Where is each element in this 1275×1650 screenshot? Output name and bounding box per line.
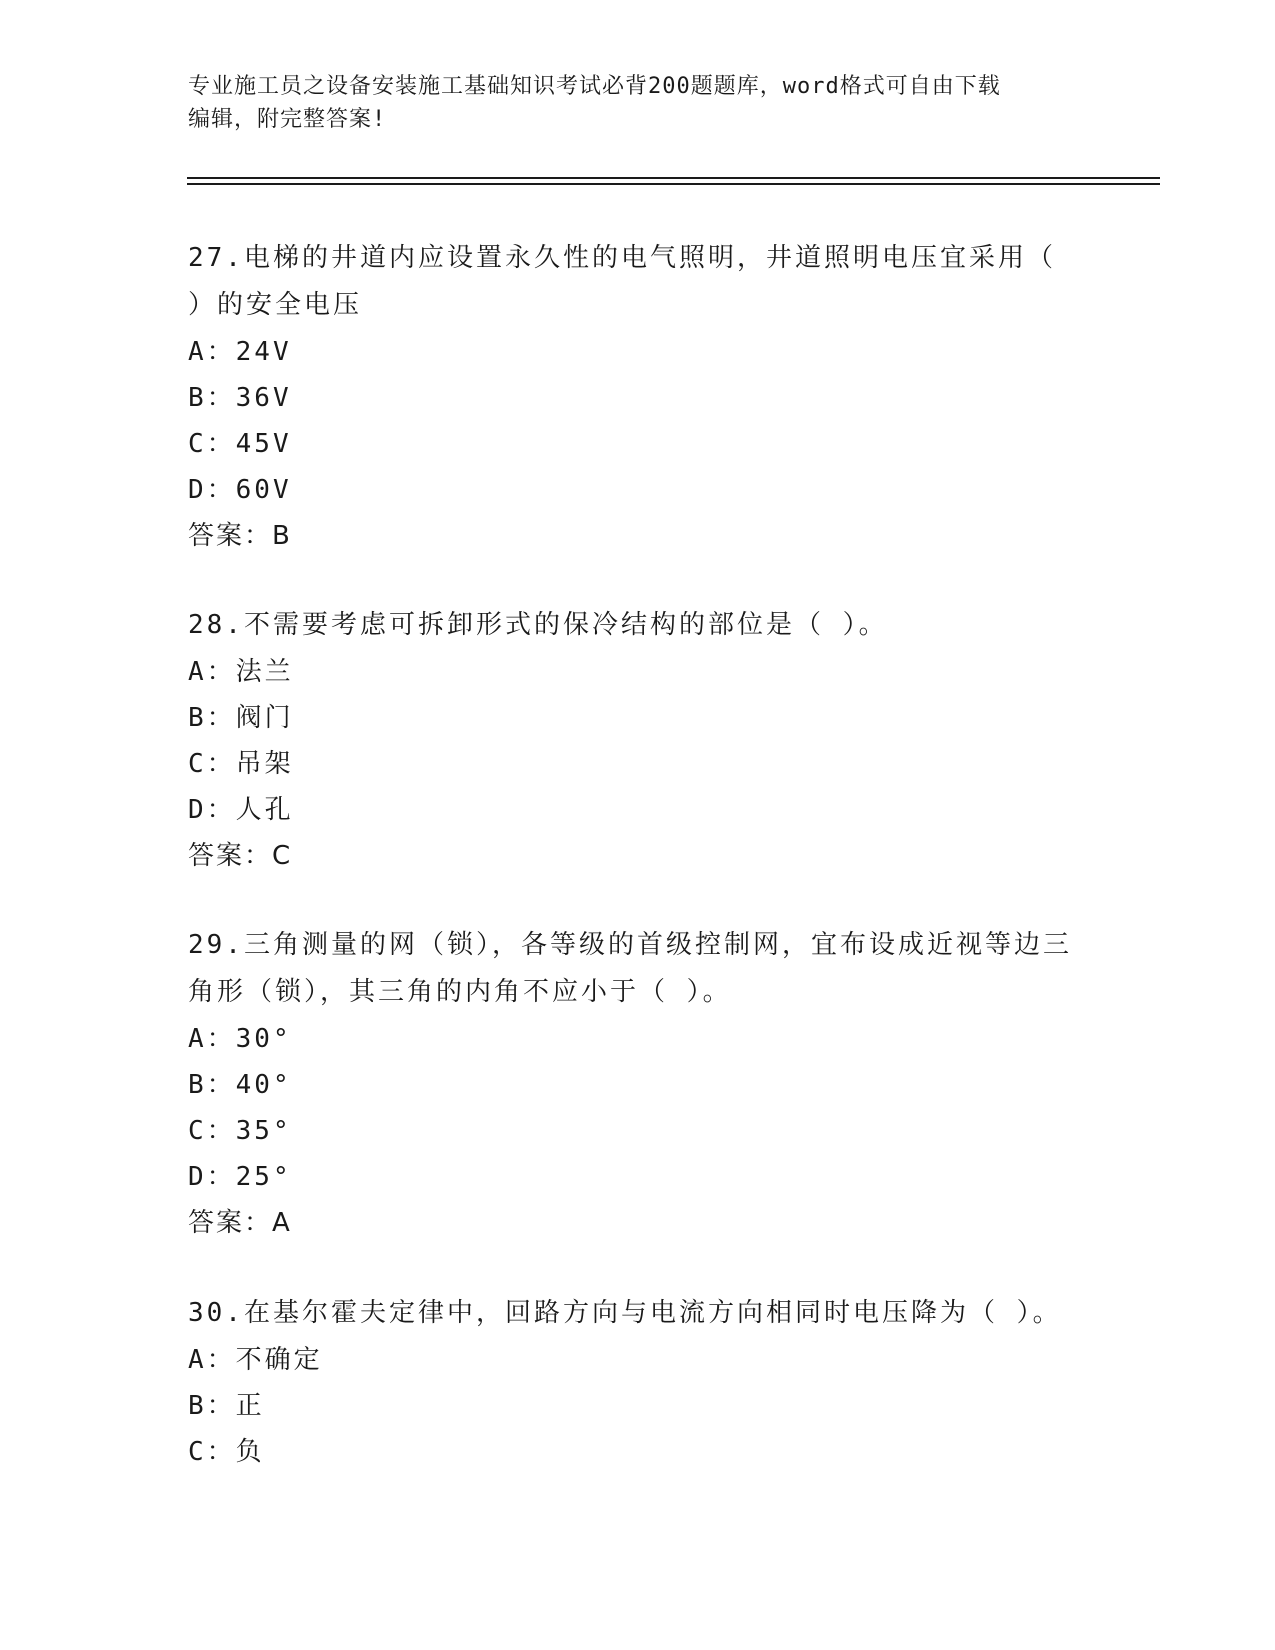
- option-c: C：吊架: [188, 749, 294, 779]
- option-a: A：法兰: [188, 657, 294, 687]
- option-c: C：35°: [188, 1116, 292, 1146]
- question-29: [188, 922, 1088, 1246]
- option-a: A：不确定: [188, 1345, 323, 1375]
- option-a: A：30°: [188, 1024, 292, 1054]
- header-divider-top: [187, 177, 1160, 179]
- question-30: [188, 1290, 1088, 1475]
- question-27: [188, 235, 1088, 559]
- question-stem: 29.三角测量的网（锁），各等级的首级控制网，宜布设成近视等边三: [188, 930, 1072, 960]
- question-stem-continued: ）的安全电压: [188, 290, 363, 320]
- answer: 答案：C: [188, 841, 293, 871]
- option-b: B：40°: [188, 1070, 292, 1100]
- header-title-line-1: 专业施工员之设备安装施工基础知识考试必背200题题库，word格式可自由下载: [188, 74, 1001, 99]
- option-a: A：24V: [188, 337, 292, 367]
- option-b: B：阀门: [188, 703, 294, 733]
- option-d: D：25°: [188, 1162, 292, 1192]
- question-stem: 28.不需要考虑可拆卸形式的保冷结构的部位是（ ）。: [188, 610, 888, 640]
- question-stem-continued: 角形（锁），其三角的内角不应小于（ ）。: [188, 977, 732, 1007]
- answer: 答案：B: [188, 521, 292, 551]
- header-divider-bottom: [187, 183, 1160, 185]
- question-stem: 27.电梯的井道内应设置永久性的电气照明，井道照明电压宜采用（: [188, 243, 1056, 273]
- answer: 答案：A: [188, 1208, 292, 1238]
- header-title-line-2: 编辑，附完整答案!: [188, 107, 387, 132]
- option-d: D：人孔: [188, 795, 294, 825]
- question-stem: 30.在基尔霍夫定律中，回路方向与电流方向相同时电压降为（ ）。: [188, 1298, 1062, 1328]
- option-d: D：60V: [188, 475, 292, 505]
- option-c: C：负: [188, 1437, 265, 1467]
- option-c: C：45V: [188, 429, 292, 459]
- option-b: B：36V: [188, 383, 292, 413]
- option-b: B：正: [188, 1391, 265, 1421]
- question-28: [188, 602, 1088, 879]
- document-header: [188, 70, 1088, 136]
